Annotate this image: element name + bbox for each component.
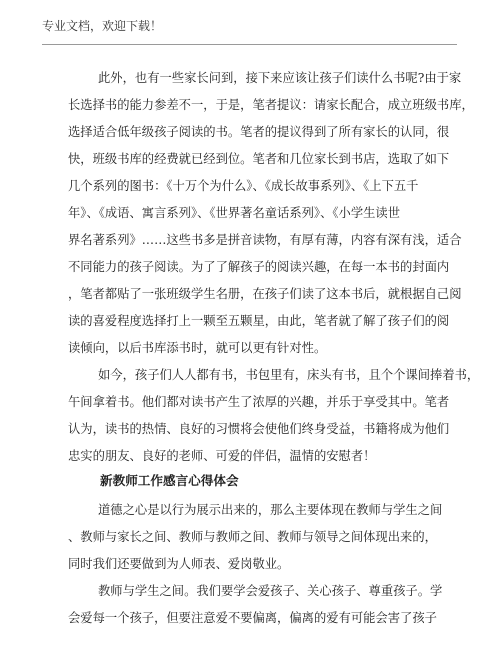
paragraph-line: 不同能力的孩子阅读。为了了解孩子的阅读兴趣，在每一本书的封面内 — [68, 260, 450, 274]
paragraph-line: 此外，也有一些家长问到，接下来应该让孩子们读什么书呢?由于家 — [98, 71, 462, 85]
paragraph-line: 快，班级书库的经费就已经到位。笔者和几位家长到书店，选取了如下 — [68, 152, 450, 166]
paragraph-line: 会爱每一个孩子，但要注意爱不要偏离，偏离的爱有可能会害了孩子 — [68, 611, 437, 625]
paragraph-line: 、教师与家长之间、教师与教师之间、教师与领导之间体现出来的， — [68, 530, 437, 544]
paragraph-line: 界名著系列》……这些书多是拼音读物，有厚有薄，内容有深有浅，适合 — [68, 233, 462, 247]
paragraph-line: 选择适合低年级孩子阅读的书。笔者的提议得到了所有家长的认同，很 — [68, 125, 450, 139]
paragraph-line: 同时我们还要做到为人师表、爱岗敬业。 — [68, 557, 290, 571]
page-header: 专业文档，欢迎下载！ — [42, 19, 163, 33]
paragraph-line: 如今，孩子们人人都有书，书包里有，床头有书，且个个课间捧着书， — [98, 368, 480, 382]
paragraph-line: 教师与学生之间。我们要学会爱孩子、关心孩子、尊重孩子。学 — [98, 584, 443, 598]
paragraph-line: 几个系列的图书：《十万个为什么》、《成长故事系列》、《上下五千 — [68, 179, 419, 193]
header-divider — [42, 44, 457, 45]
paragraph-line: 道德之心是以行为展示出来的，那么主要体现在教师与学生之间 — [98, 503, 443, 517]
section-title: 新教师工作感言心得体会 — [100, 473, 239, 488]
paragraph-line: 读倾向，以后书库添书时，就可以更有针对性。 — [68, 341, 327, 355]
paragraph-line: 认为，读书的热情、良好的习惯将会使他们终身受益，书籍将成为他们 — [68, 422, 450, 436]
paragraph-line: 午间拿着书。他们都对读书产生了浓厚的兴趣，并乐于享受其中。笔者 — [68, 395, 450, 409]
paragraph-line: ，笔者都贴了一张班级学生名册，在孩子们读了这本书后，就根据自己阅 — [68, 287, 462, 301]
paragraph-line: 读的喜爱程度选择打上一颗至五颗星，由此，笔者就了解了孩子们的阅 — [68, 314, 450, 328]
paragraph-line: 忠实的朋友、良好的老师、可爱的伴侣，温情的安慰者！ — [68, 449, 376, 463]
paragraph-line: 长选择书的能力参差不一，于是，笔者提议：请家长配合，成立班级书库， — [68, 98, 474, 112]
paragraph-line: 年》、《成语、寓言系列》、《世界著名童话系列》、《小学生读世 — [68, 206, 401, 220]
